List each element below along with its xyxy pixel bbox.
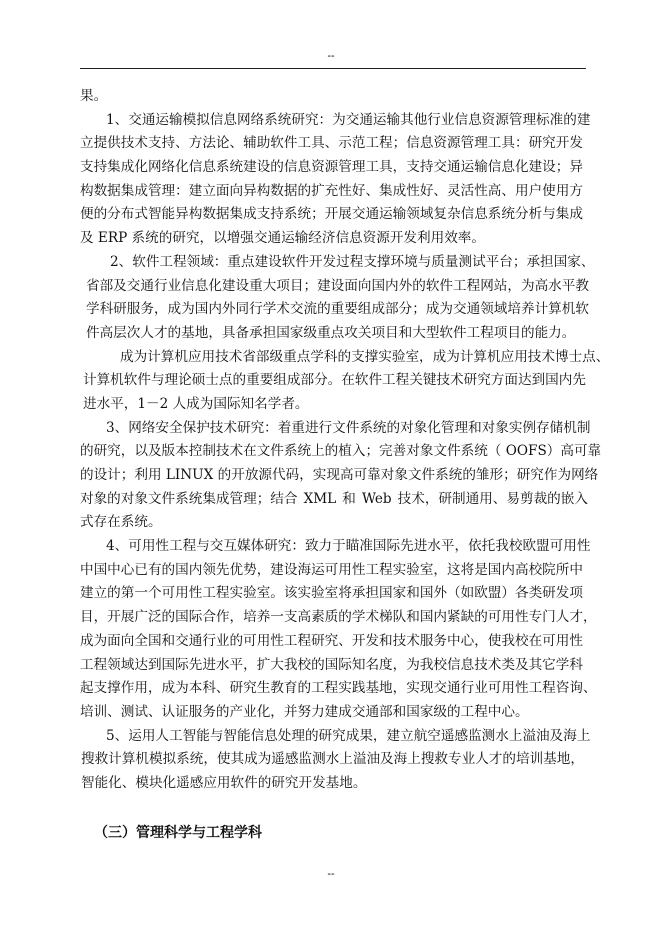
line-segment: 技术，研制通用、易剪裁的嵌入 [397, 490, 588, 507]
text-line: 果。 [80, 88, 108, 104]
paragraph-4-line: 的研究，以及版本控制技术在文件系统上的植入；完善对象文件系统（ OOFS）高可靠 [80, 443, 602, 460]
paragraph-4-line: 3、网络安全保护技术研究：着重进行文件系统的对象化管理和对象实例存储机制 [106, 419, 591, 436]
line-segment: 和 [342, 490, 356, 507]
line-segment: 对象的对象文件系统集成管理；结合 [80, 490, 298, 507]
paragraph-5-line: 目，开展广泛的国际合作，培养一支高素质的学术梯队和国内紧缺的可用性专门人才， [80, 609, 597, 626]
paragraph-5-line: 4、可用性工程与交互媒体研究：致力于瞄准国际先进水平，依托我校欧盟可用性 [106, 538, 591, 555]
paragraph-1-line: 1、交通运输模拟信息网络系统研究：为交通运输其他行业信息资源管理标准的建 [106, 111, 591, 128]
paragraph-6-line: 智能化、模块化遥感应用软件的研究开发基地。 [81, 774, 367, 791]
page-footer-mark: -- [327, 868, 335, 880]
paragraph-4-justified-line [80, 488, 588, 512]
paragraph-2-line: 学科研服务，成为国内外同行学术交流的重要组成部分；成为交通领域培养计算机软 [86, 301, 589, 318]
paragraph-5-line: 培训、测试、认证服务的产业化，并努力建成交通部和国家级的工程中心。 [80, 703, 529, 720]
paragraph-6-line: 5、运用人工智能与智能信息处理的研究成果，建立航空遥感监测水上溢油及海上 [106, 727, 591, 744]
paragraph-3-line: 计算机软件与理论硕士点的重要组成部分。在软件工程关键技术研究方面达到国内先 [83, 372, 586, 389]
page-header-mark: -- [327, 50, 335, 62]
paragraph-5-line: 成为面向全国和交通行业的可用性工程研究、开发和技术服务中心，使我校在可用性 [80, 632, 583, 649]
line-segment: Web [361, 490, 392, 507]
paragraph-4-line: 的设计；利用 LINUX 的开放源代码，实现高可靠对象文件系统的雏形；研究作为网络 [80, 467, 599, 483]
paragraph-5-line: 工程领域达到国际先进水平，扩大我校的国际知名度，为我校信息技术类及其它学科 [80, 656, 583, 673]
paragraph-5-line: 建立的第一个可用性工程实验室。该实验室将承担国家和国外（如欧盟）各类研发项 [80, 585, 583, 602]
paragraph-2-line: 省部及交通行业信息化建设重大项目；建设面向国内外的软件工程网站，为高水平教 [86, 277, 589, 294]
paragraph-3-line: 成为计算机应用技术省部级重点学科的支撑实验室，成为计算机应用技术博士点、 [120, 348, 610, 365]
document-body [80, 85, 610, 796]
section-heading: （三）管理科学与工程学科 [94, 825, 262, 841]
line-segment: XML [303, 490, 337, 507]
paragraph-1-line: 立提供技术支持、方法论、辅助软件工具、示范工程；信息资源管理工具：研究开发 [80, 135, 583, 152]
paragraph-1-line: 构数据集成管理：建立面向异构数据的扩充性好、集成性好、灵活性高、用户使用方 [80, 182, 583, 199]
paragraph-2-line: 件高层次人才的基地，具备承担国家级重点攻关项目和大型软件工程项目的能力。 [86, 324, 576, 341]
paragraph-4-line: 式存在系统。 [80, 514, 162, 531]
paragraph-1-line: 及 ERP 系统的研究，以增强交通运输经济信息资源开发利用效率。 [80, 230, 485, 247]
paragraph-5-line: 起支撑作用，成为本科、研究生教育的工程实践基地，实现交通行业可用性工程咨询、 [80, 680, 597, 697]
paragraph-1-line: 支持集成化网络化信息系统建设的信息资源管理工具，支持交通运输信息化建设；异 [80, 159, 583, 176]
paragraph-6-line: 搜救计算机模拟系统，使其成为遥感监测水上溢油及海上搜救专业人才的培训基地， [81, 751, 584, 768]
header-divider [80, 68, 586, 69]
paragraph-5-line: 中国中心已有的国内领先优势，建设海运可用性工程实验室，这将是国内高校院所中 [80, 561, 583, 578]
paragraph-1-line: 便的分布式智能异构数据集成支持系统；开展交通运输领域复杂信息系统分析与集成 [80, 206, 583, 223]
paragraph-2-line: 2、软件工程领域：重点建设软件开发过程支撑环境与质量测试平台；承担国家、 [110, 253, 595, 270]
paragraph-3-line: 进水平，1－2 人成为国际知名学者。 [83, 395, 309, 412]
